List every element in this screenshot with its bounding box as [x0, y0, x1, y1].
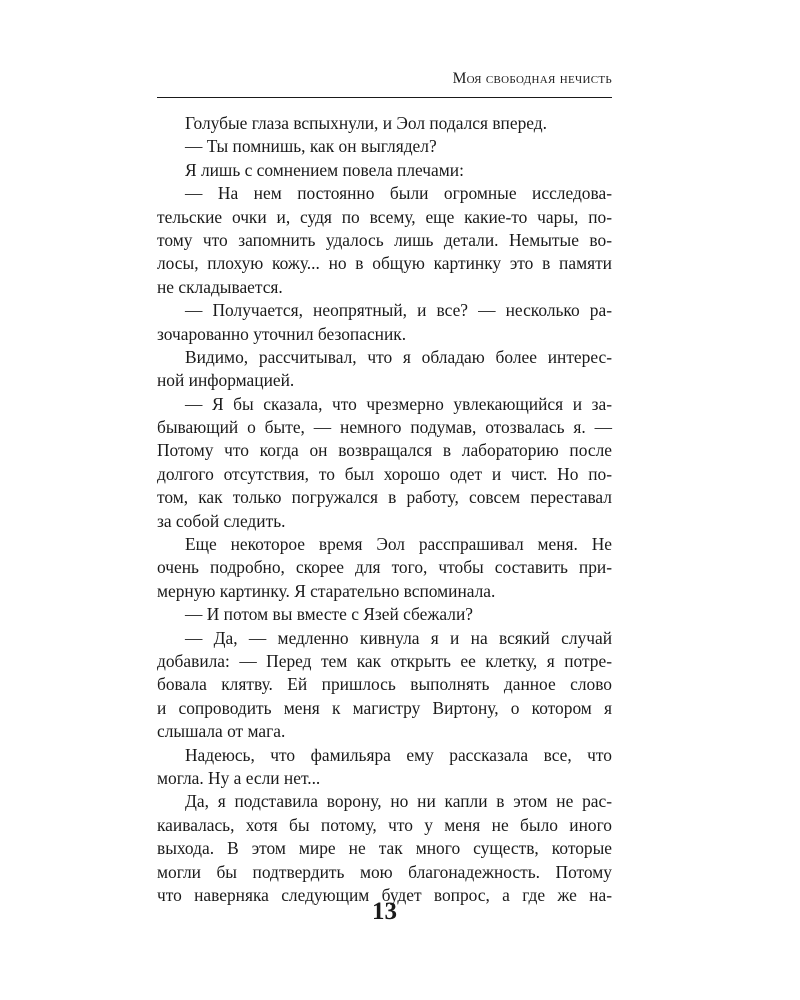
text-line: долгого отсутствия, то был хорошо одет и чист. Но по- — [157, 463, 612, 484]
text-line: ной информацией. — [157, 370, 295, 391]
text-line: очень подробно, скорее для того, чтобы составить при- — [157, 557, 612, 578]
text-line: тельские очки и, судя по всему, еще какие-то чары, по- — [157, 206, 612, 227]
text-line: — Да, — медленно кивнула я и на всякий случай — [185, 627, 612, 648]
header-rule — [157, 97, 612, 98]
text-line: бовала клятву. Ей пришлось выполнять данное слово — [157, 674, 612, 695]
text-line: Видимо, рассчитывал, что я обладаю более интерес- — [185, 346, 612, 367]
running-head: Моя свободная нечисть — [452, 70, 612, 87]
text-line: мерную картинку. Я старательно вспоминала. — [157, 580, 496, 601]
text-line: и сопроводить меня к магистру Виртону, о котором я — [157, 697, 612, 718]
text-line: — И потом вы вместе с Язей сбежали? — [185, 604, 473, 625]
text-line: за собой следить. — [157, 510, 286, 531]
text-line: — Я бы сказала, что чрезмерно увлекающийся и за- — [185, 393, 612, 414]
text-line: бывающий о быте, — немного подумав, отозвалась я. — — [157, 417, 612, 438]
text-line: могла. Ну а если нет... — [157, 767, 321, 788]
text-line: могли бы подтвердить мою благонадежность. Потому — [157, 861, 612, 882]
text-line: — Получается, неопрятный, и все? — несколько ра- — [185, 300, 612, 321]
body-text — [157, 112, 612, 907]
text-line: Надеюсь, что фамильяра ему рассказала все, что — [185, 744, 612, 765]
text-line: — На нем постоянно были огромные исследова- — [185, 183, 612, 204]
text-line: добавила: — Перед тем как открыть ее клетку, я потре- — [157, 650, 612, 671]
text-line: зочарованно уточнил безопасник. — [157, 323, 407, 344]
text-line: лосы, плохую кожу... но в общую картинку это в памяти — [157, 253, 612, 274]
text-line: что наверняка следующим будет вопрос, а где же на- — [157, 884, 612, 905]
text-line: Голубые глаза вспыхнули, и Эол подался вперед. — [185, 113, 547, 133]
text-line: — Ты помнишь, как он выглядел? — [185, 136, 437, 157]
text-line: Потому что когда он возвращался в лабораторию после — [157, 440, 612, 461]
text-line: том, как только погружался в работу, совсем переставал — [157, 487, 612, 508]
text-line: не складывается. — [157, 276, 283, 297]
text-line: каивалась, хотя бы потому, что у меня не было иного — [157, 814, 612, 835]
text-line: Еще некоторое время Эол расспрашивал меня. Не — [185, 534, 612, 555]
text-line: Я лишь с сомнением повела плечами: — [185, 159, 464, 180]
text-line: тому что запомнить удалось лишь детали. Немытые во- — [157, 229, 612, 250]
text-line: Да, я подставила ворону, но ни капли в этом не рас- — [185, 791, 612, 812]
text-line: выхода. В этом мире не так много существ, которые — [157, 838, 612, 859]
text-line: слышала от мага. — [157, 721, 286, 742]
page-number: 13 — [372, 898, 397, 925]
